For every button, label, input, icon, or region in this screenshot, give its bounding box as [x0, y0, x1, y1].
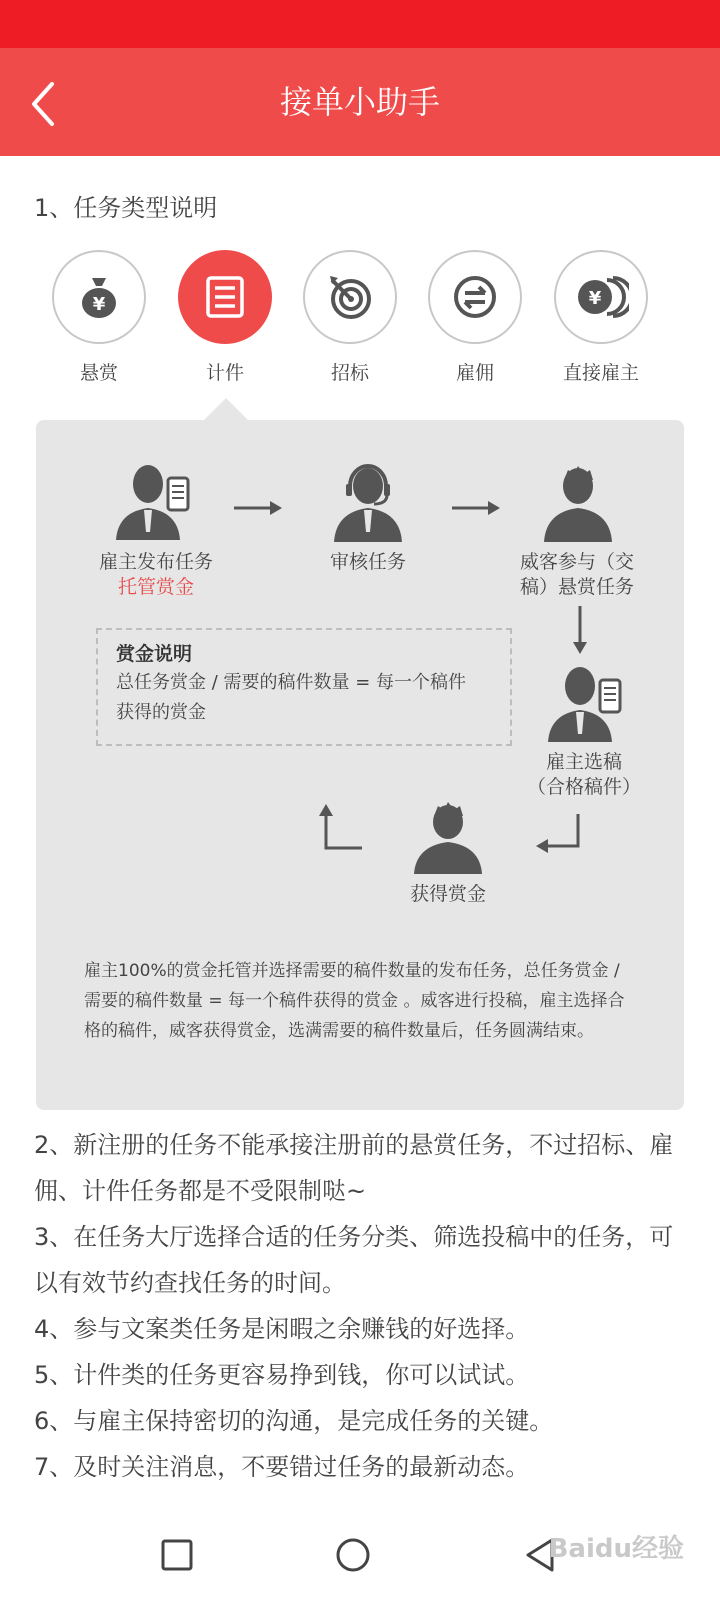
escrow-reward-text: 托管赏金 [117, 576, 194, 598]
arrow-right-icon [232, 498, 284, 518]
employer-select-icon [540, 664, 630, 744]
task-type-employment[interactable] [427, 250, 523, 385]
step-employer-select-line2: （合格稿件） [526, 776, 641, 798]
reward-explanation-title: 赏金说明 [116, 643, 193, 665]
section-title: 1、任务类型说明 [34, 194, 218, 222]
watermark-logo: Baidu经验 [548, 1534, 684, 1564]
worker-icon [538, 462, 618, 542]
tip-item: 6、与雇主保持密切的沟通，是完成任务的关键。 [34, 1407, 554, 1435]
task-type-piecework[interactable] [177, 250, 273, 385]
step-worker-participate [502, 550, 652, 600]
step-employer-publish [86, 550, 226, 600]
type-circle [428, 250, 522, 344]
tip-item: 2、新注册的任务不能承接注册前的悬赏任务，不过招标、雇佣、计件任务都是不受限制哒~ [34, 1131, 674, 1205]
step-employer-select [514, 750, 654, 800]
type-circle [554, 250, 648, 344]
type-circle [303, 250, 397, 344]
arrow-right-icon [450, 498, 502, 518]
reward-explanation-line2: 获得的赏金 [116, 702, 206, 723]
tip-item: 5、计件类的任务更容易挣到钱，你可以试试。 [34, 1361, 530, 1389]
tip-item: 7、及时关注消息，不要错过任务的最新动态。 [34, 1453, 530, 1481]
tip-item: 4、参与文案类任务是闲暇之余赚钱的好选择。 [34, 1315, 530, 1343]
svg-text:¥: ¥ [92, 294, 106, 315]
step-get-reward: 获得赏金 [409, 883, 486, 905]
task-type-reward[interactable] [51, 250, 147, 385]
status-bar [0, 0, 720, 48]
step-worker-participate-line2: 稿）悬赏任务 [519, 576, 634, 598]
task-type-direct-employer[interactable] [553, 250, 649, 385]
piecework-flow-panel [36, 420, 684, 1110]
target-icon [324, 271, 376, 323]
step-review-task: 审核任务 [329, 551, 406, 573]
tip-item: 3、在任务大厅选择合适的任务分类、筛选投稿中的任务，可以有效节约查找任务的时间。 [34, 1223, 674, 1297]
step-worker-participate-line1: 威客参与（交 [519, 551, 634, 573]
step-employer-select-line1: 雇主选稿 [545, 751, 622, 773]
arrow-up-icon [312, 798, 368, 854]
page-title: 接单小助手 [279, 83, 440, 121]
employer-phone-icon [108, 462, 198, 542]
recent-apps-icon[interactable] [152, 1530, 202, 1580]
customer-service-icon [328, 462, 408, 542]
home-icon[interactable] [328, 1530, 378, 1580]
exchange-icon [450, 272, 500, 322]
system-navigation-bar [0, 1508, 720, 1600]
svg-text:¥: ¥ [588, 288, 602, 309]
arrow-down-left-icon [532, 812, 584, 856]
type-circle [178, 250, 272, 344]
flow-description: 雇主100%的赏金托管并选择需要的稿件数量的发布任务，总任务赏金 / 需要的稿件数量 = 每一个稿件获得的赏金 。威客进行投稿，雇主选择合格的稿件，威客获得赏金，选满需要的稿件数量后，任务圆满结束。 [84, 961, 625, 1041]
money-bag-icon [74, 272, 124, 322]
reward-person-icon [408, 800, 488, 874]
navigation-bar [0, 48, 720, 156]
reward-explanation-box [96, 628, 512, 746]
back-arrow-icon[interactable] [22, 76, 74, 128]
step-employer-publish-text: 雇主发布任务 [98, 551, 213, 573]
task-type-label: 招标 [330, 362, 369, 384]
document-icon [200, 272, 250, 322]
arrow-down-icon [570, 604, 590, 656]
coins-icon [573, 272, 629, 322]
tips-list [34, 1122, 674, 1490]
task-type-label: 悬赏 [79, 362, 118, 384]
task-type-bidding[interactable] [302, 250, 398, 385]
type-circle [52, 250, 146, 344]
selection-pointer [204, 398, 248, 420]
task-type-label: 直接雇主 [562, 362, 639, 384]
task-type-label: 计件 [205, 362, 244, 384]
task-type-label: 雇佣 [455, 362, 494, 384]
reward-explanation-line1: 总任务赏金 / 需要的稿件数量 = 每一个稿件 [116, 672, 467, 693]
